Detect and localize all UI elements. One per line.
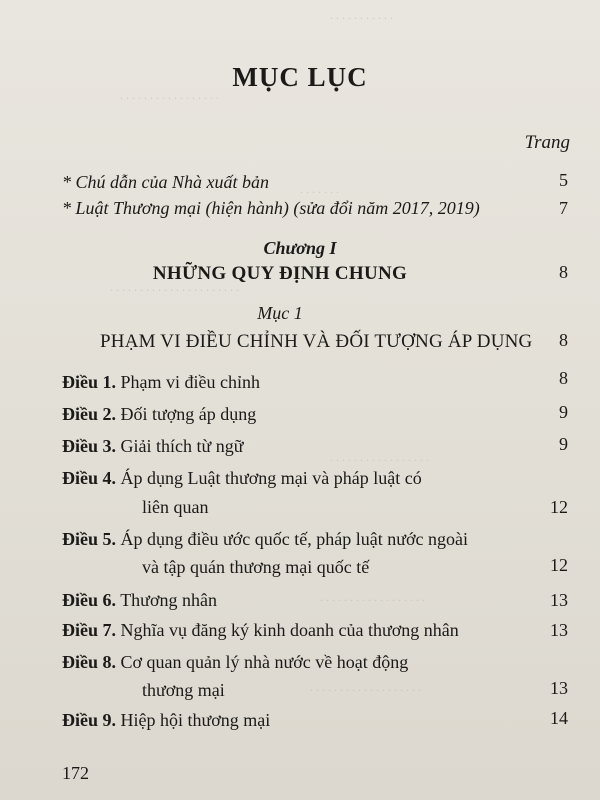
article-title: Thương nhân [120, 590, 217, 610]
toc-entry-preface[interactable]: * Luật Thương mại (hiện hành) (sửa đổi năm 2017, 2019) [62, 198, 480, 218]
toc-entry-page: 12 [550, 555, 568, 575]
article-title: Áp dụng Luật thương mại và pháp luật có [120, 468, 422, 488]
page-column-header: Trang [524, 132, 570, 153]
article-number: Điều 6. [62, 590, 116, 610]
article-number: Điều 4. [62, 468, 116, 488]
page-number: 172 [62, 763, 89, 783]
article-number: Điều 7. [62, 620, 116, 640]
bleed-through-text: . . . . . . . . . . . . . . . . . . . [310, 680, 421, 694]
toc-entry-article[interactable] [62, 590, 217, 611]
toc-entry-page: 9 [559, 434, 568, 454]
toc-entry-article[interactable] [62, 404, 256, 425]
article-title: Cơ quan quản lý nhà nước về hoạt động [120, 652, 409, 672]
article-title-continuation: liên quan [142, 497, 209, 517]
toc-entry-preface[interactable]: * Chú dẫn của Nhà xuất bản [62, 172, 269, 192]
toc-entry-article[interactable] [62, 652, 408, 673]
section-label: Mục 1 [257, 303, 303, 323]
toc-entry-page: 8 [559, 368, 568, 388]
chapter-title[interactable]: NHỮNG QUY ĐỊNH CHUNG [152, 263, 408, 284]
toc-entry-page: 5 [559, 170, 568, 190]
article-title: Hiệp hội thương mại [120, 710, 271, 730]
toc-entry-page: 14 [550, 708, 568, 728]
toc-entry-article[interactable] [62, 620, 459, 641]
article-number: Điều 2. [62, 404, 116, 424]
article-number: Điều 9. [62, 710, 116, 730]
article-title-continuation: thương mại [142, 680, 225, 700]
article-title-continuation: và tập quán thương mại quốc tế [142, 557, 370, 577]
article-number: Điều 5. [62, 529, 116, 549]
article-title: Phạm vi điều chỉnh [120, 372, 260, 392]
bleed-through-text: . . . . . . . . . . . . . . . . . . . . . . [110, 280, 239, 294]
toc-entry-article[interactable] [62, 468, 422, 489]
bleed-through-text: . . . . . . . . . . . . . . . . . . [320, 590, 425, 604]
toc-entry-article[interactable] [62, 372, 260, 393]
toc-entry-article[interactable] [62, 436, 244, 457]
section-title[interactable]: PHẠM VI ĐIỀU CHỈNH VÀ ĐỐI TƯỢNG ÁP DỤNG [100, 331, 533, 352]
bleed-through-text: . . . . . . . . . . . . . . . . . [330, 450, 429, 464]
article-title: Giải thích từ ngữ [120, 436, 244, 456]
toc-entry-page: 8 [559, 330, 568, 350]
toc-entry-article[interactable] [62, 529, 468, 550]
toc-entry-page: 7 [559, 198, 568, 218]
bleed-through-text: . . . . . . . . . . . . . . . . . [120, 88, 219, 102]
toc-entry-article[interactable] [62, 710, 270, 731]
article-number: Điều 3. [62, 436, 116, 456]
toc-entry-page: 8 [559, 262, 568, 282]
bleed-through-text: . . . . . . . [300, 182, 339, 196]
chapter-label: Chương I [263, 238, 337, 258]
article-title: Nghĩa vụ đăng ký kinh doanh của thương nhân [120, 620, 459, 640]
article-number: Điều 1. [62, 372, 116, 392]
toc-entry-page: 12 [550, 497, 568, 517]
toc-entry-page: 13 [550, 678, 568, 698]
page-title: MỤC LỤC [232, 62, 368, 92]
toc-entry-page: 13 [550, 590, 568, 610]
toc-entry-page: 9 [559, 402, 568, 422]
toc-entry-page: 13 [550, 620, 568, 640]
article-title: Áp dụng điều ước quốc tế, pháp luật nước ngoài [120, 529, 468, 549]
article-number: Điều 8. [62, 652, 116, 672]
article-title: Đối tượng áp dụng [120, 404, 257, 424]
bleed-through-text: . . . . . . . . . . . [330, 8, 393, 22]
